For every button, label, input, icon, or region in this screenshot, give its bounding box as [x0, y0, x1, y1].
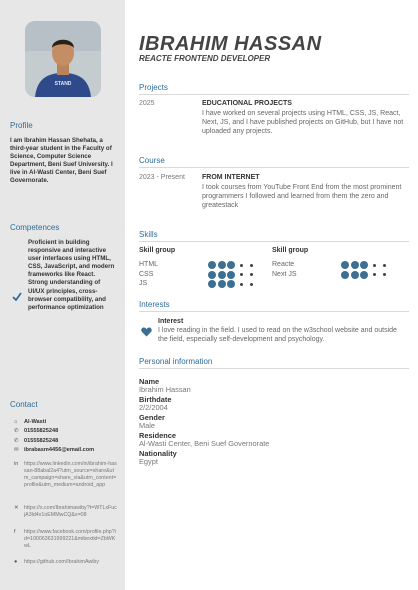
contact-address: ⌂ Al-Wasti [14, 419, 47, 425]
skill-level-rating [341, 261, 390, 269]
interests-heading: Interests [139, 300, 170, 309]
divider [139, 311, 409, 312]
interest-description: I love reading in the field. I used to read on the w3school website and outside the field, especially self-development and psychology. [158, 327, 397, 343]
skill-dot-filled [351, 271, 359, 279]
competences-heading: Competences [10, 223, 60, 232]
profile-heading: Profile [10, 121, 33, 130]
skills-heading: Skills [139, 230, 158, 239]
skill-dot-empty [383, 264, 386, 267]
skill-level-rating [208, 261, 257, 269]
competence-item: Strong understanding of UI/UX principles, cross-browser compatibility, and performance optimization [28, 279, 106, 311]
skill-dot-empty [383, 273, 386, 276]
skill-level-rating [341, 271, 390, 279]
contact-phone-2[interactable]: ✆ 01555825248 [14, 438, 59, 444]
name-label: Name [139, 377, 160, 386]
competence-item: Proficient in building responsive and interactive user interfaces using HTML, CSS, JavaScript, and modern frameworks like React. [28, 239, 115, 279]
skill-dot-empty [250, 264, 253, 267]
skill-dot-empty [240, 283, 243, 286]
skill-dot-filled [218, 271, 226, 279]
skill-name: CSS [139, 270, 154, 278]
skill-dot-filled [208, 261, 216, 269]
skill-dot-empty [250, 283, 253, 286]
contact-heading: Contact [10, 400, 38, 409]
skill-dot-filled [227, 261, 235, 269]
skill-name: JS [139, 280, 148, 287]
envelope-icon: ✉ [14, 447, 19, 453]
skill-dot-filled [360, 271, 368, 279]
home-icon: ⌂ [14, 419, 18, 425]
residence-label: Residence [139, 431, 176, 440]
svg-text:STAND: STAND [54, 81, 72, 87]
projects-title: EDUCATIONAL PROJECTS [202, 100, 292, 107]
skill-group-title: Skill group [139, 247, 176, 254]
check-icon [12, 292, 22, 301]
github-icon: ● [14, 559, 18, 565]
skill-group-title: Skill group [272, 247, 309, 254]
skill-dot-empty [373, 264, 376, 267]
skill-dot-filled [351, 261, 359, 269]
course-description: I took courses from YouTube Front End from the most prominent programmers I followed and learned from them the zero and greatestack [202, 184, 402, 209]
phone-icon: ✆ [14, 438, 19, 444]
profile-text: I am Ibrahim Hassan Shehata, a third-year student in the Faculty of Science, Computer Science Department, Beni Suef University. I live in Al-Wasti Center, Beni Suef Governorate. [10, 137, 113, 185]
contact-github[interactable]: ● https://github.com/IbrahimAwiby [14, 559, 99, 565]
gender-label: Gender [139, 413, 165, 422]
twitter-icon: ✕ [14, 505, 19, 511]
contact-linkedin[interactable]: in https://www.linkedin.com/in/ibrahim-hassan-88abal2a4?utm_source=share&utm_campaign=share_via&utm_content=profile&utm_medium=android_app [14, 461, 117, 488]
name-value: Ibrahim Hassan [139, 385, 191, 394]
skill-dot-filled [218, 261, 226, 269]
skill-dot-filled [341, 261, 349, 269]
interest-title: Interest [158, 318, 184, 325]
skill-dot-filled [208, 271, 216, 279]
course-heading: Course [139, 156, 165, 165]
birthdate-value: 2/2/2004 [139, 403, 168, 412]
projects-heading: Projects [139, 83, 168, 92]
skill-dot-filled [208, 280, 216, 288]
nationality-label: Nationality [139, 449, 177, 458]
course-title: FROM INTERNET [202, 174, 260, 181]
skill-dot-filled [360, 261, 368, 269]
skill-dot-filled [341, 271, 349, 279]
course-date: 2023 - Present [139, 174, 185, 181]
divider [139, 167, 409, 168]
divider [139, 241, 409, 242]
skill-dot-empty [240, 273, 243, 276]
skill-name: Reacte [272, 261, 295, 268]
gender-value: Male [139, 421, 156, 430]
heart-icon [141, 327, 152, 337]
skill-level-rating [208, 271, 257, 279]
contact-x[interactable]: ✕ https://x.com/Ibrahimawiby?t=WTLxFucjA3ld4x1oEMMwCQ&s=08 [14, 505, 117, 518]
skill-dot-empty [373, 273, 376, 276]
projects-date: 2025 [139, 100, 155, 107]
residence-value: Al-Wasti Center, Beni Suef Governorate [139, 439, 270, 448]
contact-facebook[interactable]: f https://www.facebook.com/profile.php?id=100063631999221&mibextid=ZbWKwL [14, 529, 116, 549]
skill-dot-empty [240, 264, 243, 267]
phone-icon: ✆ [14, 428, 19, 434]
projects-description: I have worked on several projects using HTML, CSS, JS, React, Next, JS, and I have published projects on GitHub, but I have not uploaded any projects. [202, 110, 404, 135]
divider [139, 94, 409, 95]
contact-phone-1[interactable]: ✆ 01555825248 [14, 428, 59, 434]
skill-dot-filled [227, 280, 235, 288]
skill-dot-empty [250, 273, 253, 276]
skill-level-rating [208, 280, 257, 288]
competences-text [28, 239, 118, 312]
skill-dot-filled [227, 271, 235, 279]
skill-name: Next JS [272, 270, 297, 278]
contact-email[interactable]: ✉ ibrabasm4456@email.com [14, 447, 95, 453]
skill-name: HTML [139, 261, 159, 268]
birthdate-label: Birthdate [139, 395, 172, 404]
linkedin-icon: in [14, 461, 19, 467]
job-title: REACTE FRONTEND DEVELOPER [139, 54, 271, 63]
page-title: IBRAHIM HASSAN [139, 33, 322, 55]
profile-photo [25, 21, 101, 97]
facebook-icon: f [14, 529, 16, 535]
nationality-value: Egypt [139, 457, 158, 466]
divider [139, 368, 409, 369]
skill-dot-filled [218, 280, 226, 288]
personal-info-heading: Personal information [139, 357, 213, 366]
